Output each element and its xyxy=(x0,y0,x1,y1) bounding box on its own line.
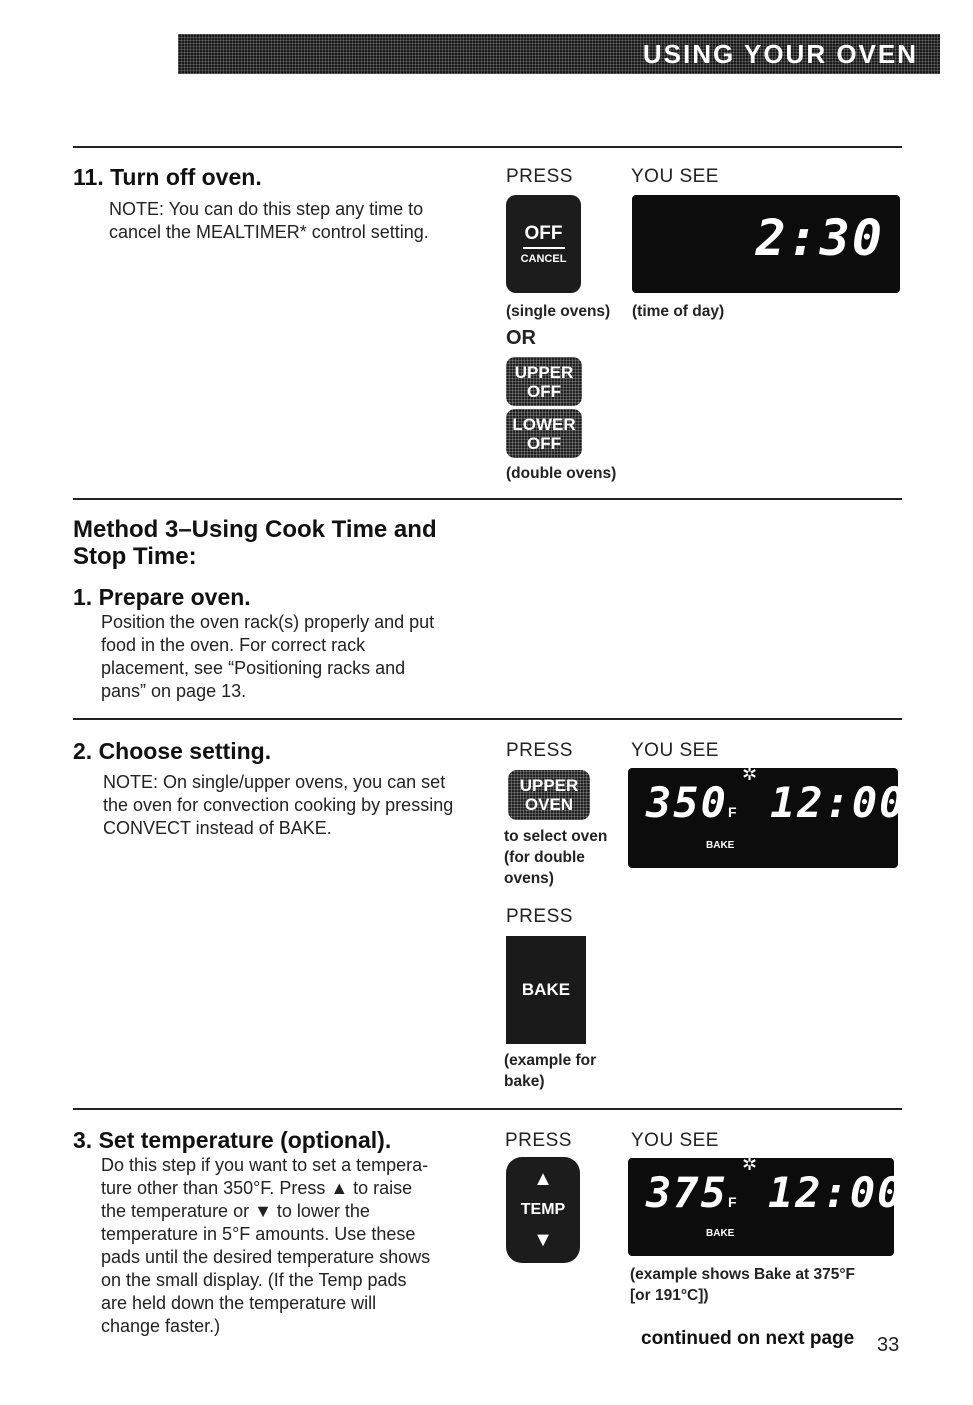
display-unit: F xyxy=(728,804,737,820)
divider xyxy=(73,146,902,148)
step-3-text-line: ture other than 350°F. Press ▲ to raise xyxy=(101,1178,413,1198)
clock-time: 2:30 xyxy=(755,209,884,267)
note-label: NOTE: xyxy=(103,772,159,792)
step-3-text-line: are held down the temperature will xyxy=(101,1293,377,1313)
step-3-text-line: pads until the desired temperature shows xyxy=(101,1247,431,1267)
off-label: OFF xyxy=(523,223,565,249)
fan-icon: ✲ xyxy=(742,764,758,784)
step-3-text-line: on the small display. (If the Temp pads xyxy=(101,1270,407,1290)
step-3-title: 3. Set temperature (optional). xyxy=(73,1127,392,1153)
display-mode: BAKE xyxy=(706,1228,735,1239)
divider xyxy=(73,498,902,500)
display-temperature: 375 xyxy=(646,1168,728,1217)
press-label: PRESS xyxy=(506,166,573,187)
step-3-text xyxy=(101,1154,481,1338)
note-label: NOTE: xyxy=(109,199,165,219)
step-3-text-line: temperature in 5°F amounts. Use these xyxy=(101,1224,416,1244)
step-11-title: 11. Turn off oven. xyxy=(73,164,262,190)
step-1-title: 1. Prepare oven. xyxy=(73,584,251,610)
note-text: On single/upper ovens, you can set the oven for convection cooking by pressing CONVECT instead of BAKE. xyxy=(103,772,454,838)
step-2-title: 2. Choose setting. xyxy=(73,738,272,764)
method-3-title-line1: Method 3–Using Cook Time and xyxy=(73,516,437,543)
you-see-label: YOU SEE xyxy=(631,740,719,761)
section-banner xyxy=(178,34,940,74)
caption-single-ovens: (single ovens) xyxy=(506,303,611,320)
caption-line1: (example shows Bake at 375°F xyxy=(630,1266,856,1283)
oven-display xyxy=(628,764,907,868)
press-label: PRESS xyxy=(506,740,573,761)
temp-down-arrow-icon[interactable]: ▼ xyxy=(533,1229,553,1251)
temp-button[interactable] xyxy=(506,1157,580,1263)
step-11-note xyxy=(109,198,454,244)
lower-off-button[interactable] xyxy=(506,409,582,458)
lower-off-line1: LOWER xyxy=(512,414,576,434)
continued-note: continued on next page xyxy=(641,1328,855,1349)
lower-off-line2: OFF xyxy=(527,433,561,453)
caption-example-375 xyxy=(630,1264,855,1306)
method-3-title-line2: Stop Time: xyxy=(73,543,197,570)
bake-label: BAKE xyxy=(521,980,571,999)
upper-oven-line1: UPPER xyxy=(519,776,579,795)
caption-line2: [or 191°C]) xyxy=(630,1287,709,1304)
cancel-label: CANCEL xyxy=(520,253,567,265)
step-3-text-line: Do this step if you want to set a tempera- xyxy=(101,1155,429,1175)
oven-display xyxy=(628,1154,905,1256)
display-mode: BAKE xyxy=(706,840,735,851)
divider xyxy=(73,1108,902,1110)
off-cancel-button[interactable] xyxy=(506,195,581,293)
caption-double-ovens: (double ovens) xyxy=(506,465,617,482)
step-3-text-line: the temperature or ▼ to lower the xyxy=(101,1201,370,1221)
upper-off-button[interactable] xyxy=(506,357,582,406)
caption-bake-example: (example for bake) xyxy=(504,1052,597,1090)
page-number: 33 xyxy=(877,1334,900,1356)
step-1-text: Position the oven rack(s) properly and put food in the oven. For correct rack placement, see “Positioning racks and pans” on page 13. xyxy=(101,612,435,701)
method-3-title xyxy=(73,516,503,570)
clock-display xyxy=(632,195,900,293)
press-label-2: PRESS xyxy=(506,906,573,927)
display-time: 12:00 xyxy=(768,1168,905,1217)
press-label: PRESS xyxy=(505,1130,572,1151)
step-3-text-line: change faster.) xyxy=(101,1316,221,1336)
upper-oven-line2: OVEN xyxy=(524,795,574,814)
caption-time-of-day: (time of day) xyxy=(632,303,725,320)
bake-button[interactable] xyxy=(506,936,586,1044)
display-unit: F xyxy=(728,1194,737,1210)
display-temperature: 350 xyxy=(646,778,728,827)
temp-up-arrow-icon[interactable]: ▲ xyxy=(533,1168,553,1190)
or-label: OR xyxy=(506,327,536,349)
display-time: 12:00 xyxy=(770,778,907,827)
you-see-label: YOU SEE xyxy=(631,1130,719,1151)
caption-select-oven: to select oven (for double ovens) xyxy=(504,828,608,887)
you-see-label: YOU SEE xyxy=(631,166,719,187)
upper-off-line2: OFF xyxy=(527,381,561,401)
banner-title: USING YOUR OVEN xyxy=(642,39,918,69)
note-text: You can do this step any time to cancel the MEALTIMER* control setting. xyxy=(109,199,429,242)
divider xyxy=(73,718,902,720)
fan-icon: ✲ xyxy=(742,1154,758,1174)
upper-off-line1: UPPER xyxy=(514,362,574,382)
step-2-note xyxy=(103,771,461,840)
temp-label: TEMP xyxy=(520,1201,566,1218)
upper-oven-button[interactable] xyxy=(508,770,590,820)
